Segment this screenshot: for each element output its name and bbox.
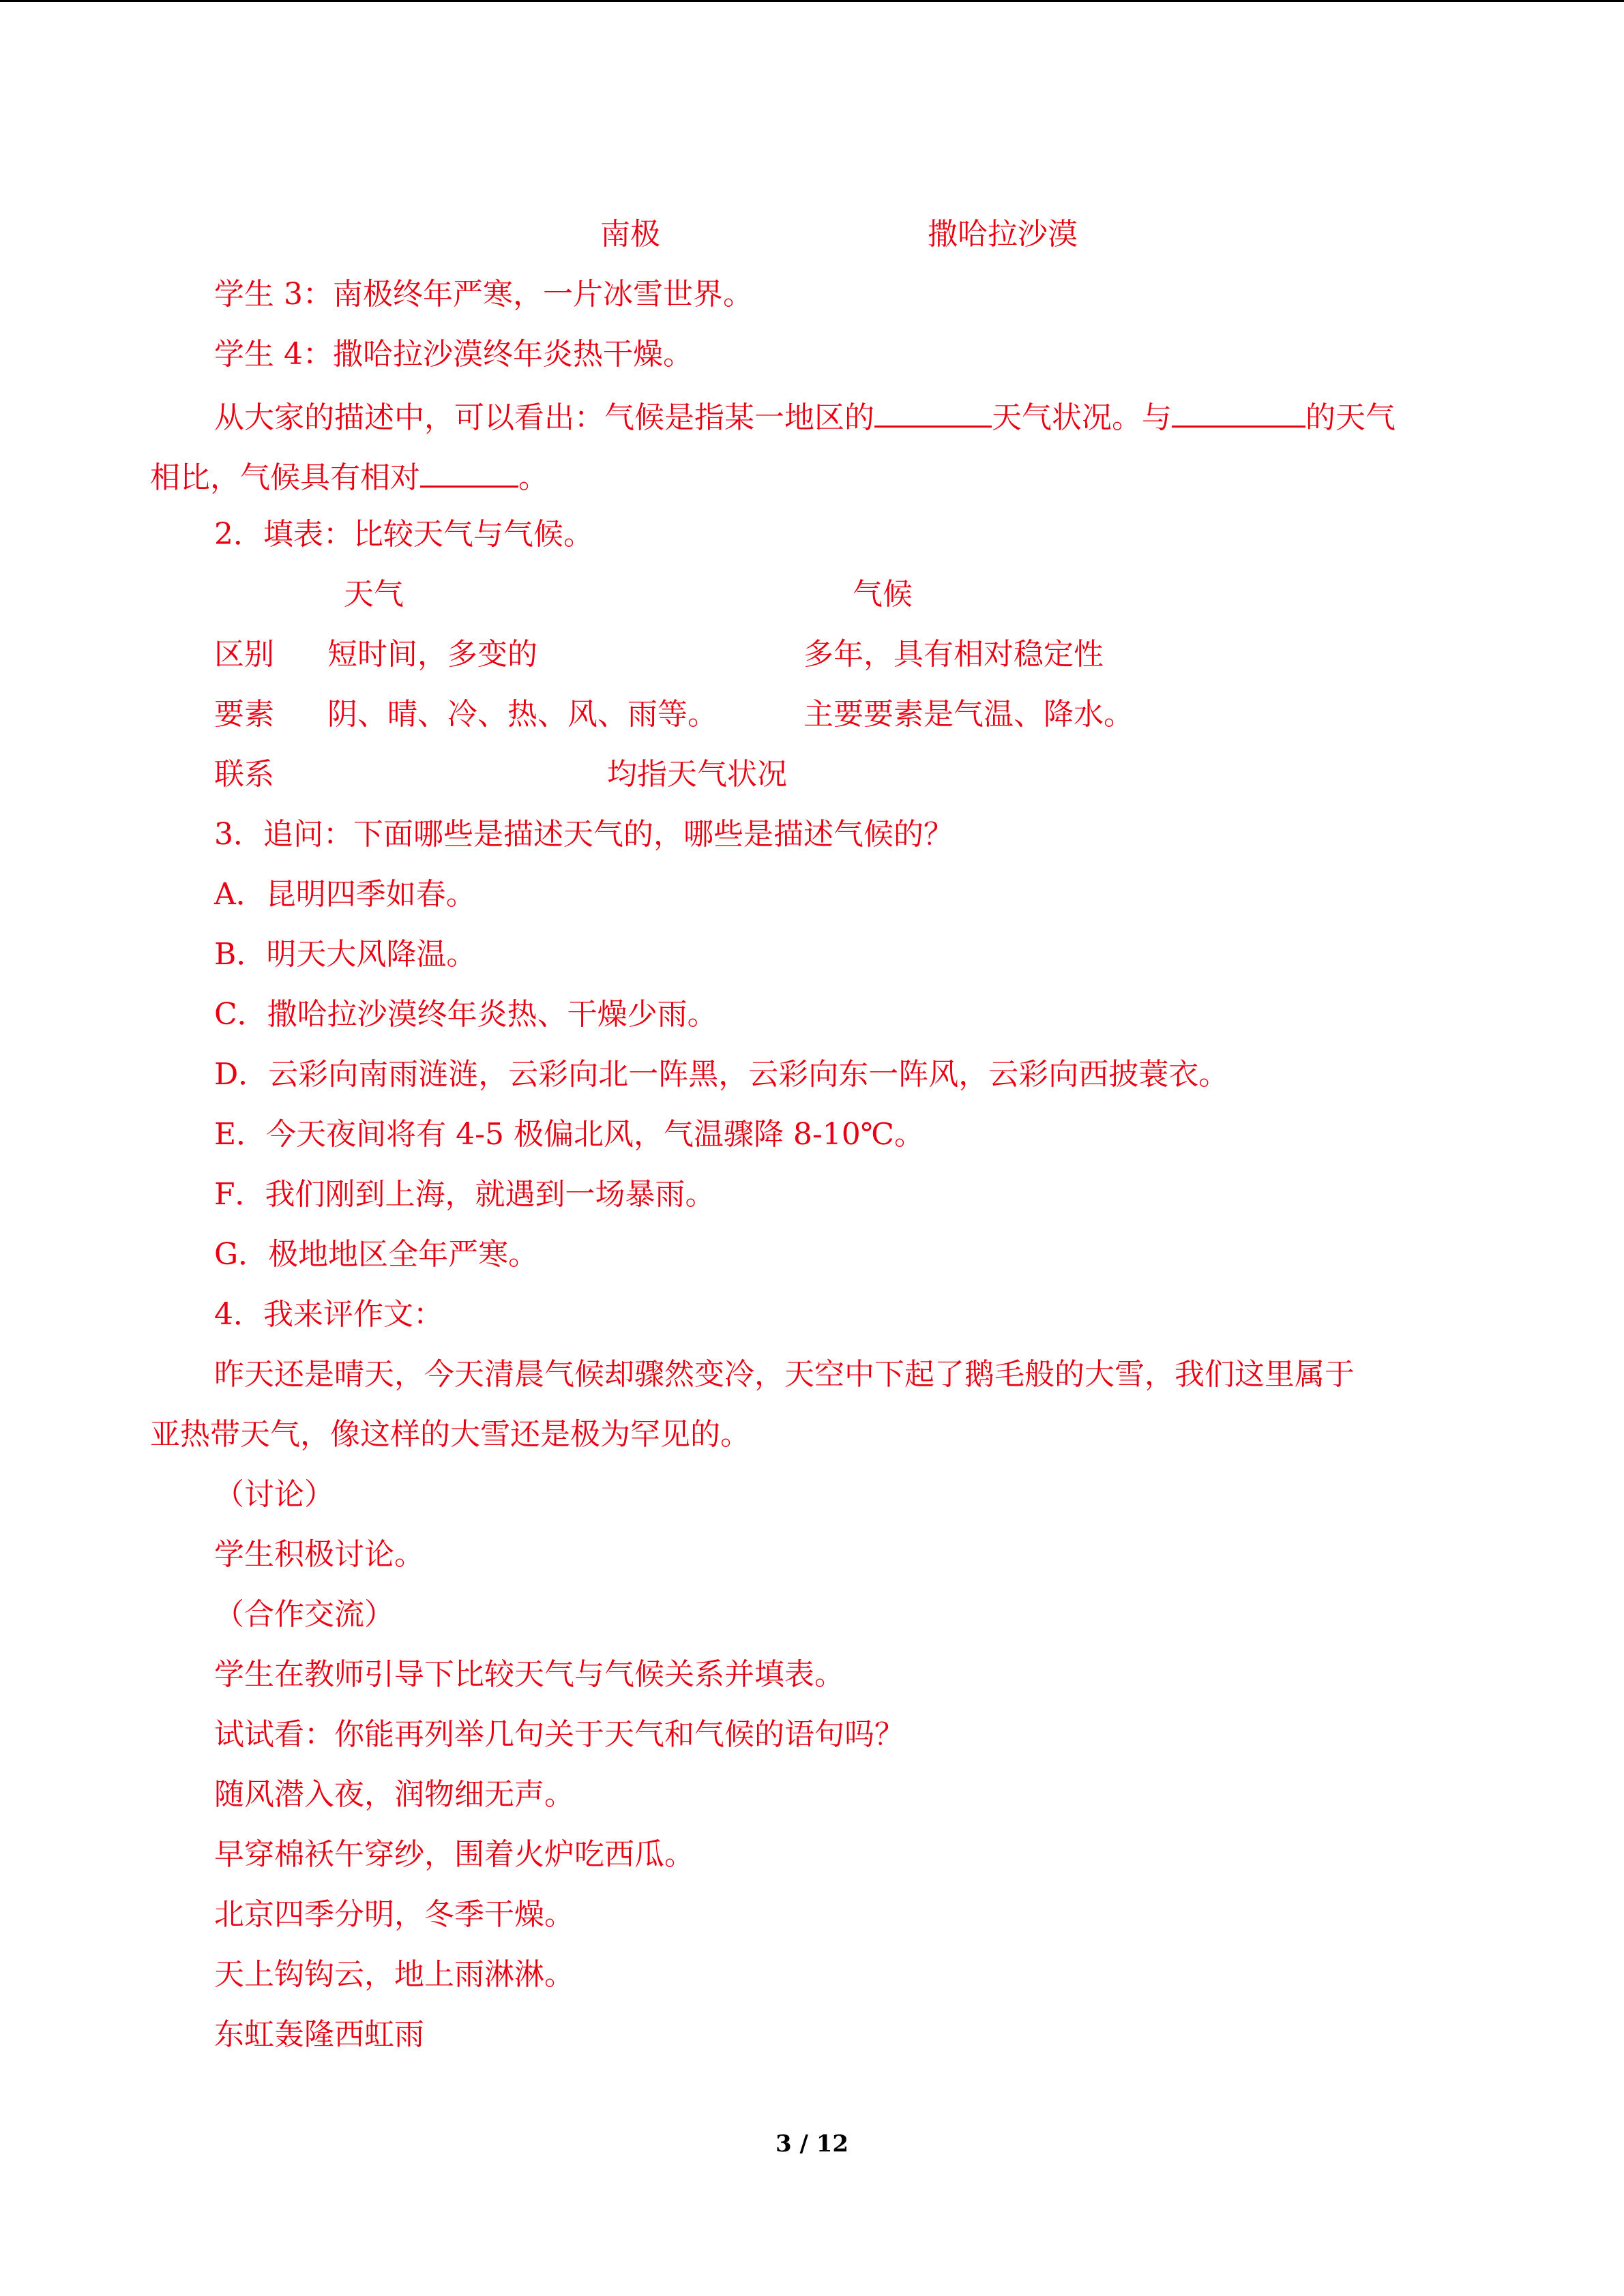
summary-text-2: 天气状况。与 [992,400,1172,435]
question-2: 2．填表：比较天气与气候。 [214,517,593,552]
option-c: C．撒哈拉沙漠终年炎热、干燥少雨。 [214,997,718,1032]
summary-text-4: 相比，气候具有相对 [150,460,420,495]
example-4: 天上钩钩云，地上雨淋淋。 [214,1957,574,1992]
summary-line1 [214,394,1396,438]
table-header-weather: 天气 [344,577,404,612]
example-1: 随风潜入夜，润物细无声。 [214,1777,574,1812]
option-e: E．今天夜间将有 4-5 极偏北风，气温骤降 8-10℃。 [214,1117,925,1152]
table-header-climate: 气候 [853,577,913,612]
table-link-label: 联系 [214,757,274,792]
example-2: 早穿棉袄午穿纱，围着火炉吃西瓜。 [214,1837,694,1872]
label-antarctica: 南极 [600,217,660,252]
blank-1 [874,394,992,428]
summary-line2 [150,454,548,498]
summary-text-1: 从大家的描述中，可以看出：气候是指某一地区的 [214,400,874,435]
discuss-text: 学生积极讨论。 [214,1537,424,1572]
option-d: D．云彩向南雨涟涟，云彩向北一阵黑，云彩向东一阵风，云彩向西披蓑衣。 [214,1057,1229,1092]
student3-line: 学生 3：南极终年严寒，一片冰雪世界。 [214,277,753,312]
question-4: 4．我来评作文： [214,1297,443,1332]
option-f: F．我们刚到上海，就遇到一场暴雨。 [214,1177,715,1212]
student4-line: 学生 4：撒哈拉沙漠终年炎热干燥。 [214,337,693,372]
summary-text-3: 的天气 [1305,400,1396,435]
essay-line-2: 亚热带天气，像这样的大雪还是极为罕见的。 [150,1417,750,1452]
table-row-weather: 阴、晴、冷、热、风、雨等。 [327,697,718,732]
option-a: A．昆明四季如春。 [214,877,476,912]
table-row-weather: 短时间，多变的 [327,637,537,672]
table-row-label: 要素 [214,697,274,732]
example-5: 东虹轰隆西虹雨 [214,2017,424,2052]
try-prompt: 试试看：你能再列举几句关于天气和气候的语句吗？ [214,1717,904,1752]
table-row-climate: 多年，具有相对稳定性 [803,637,1104,672]
essay-line-1: 昨天还是晴天，今天清晨气候却骤然变冷，天空中下起了鹅毛般的大雪，我们这里属于 [214,1357,1355,1392]
summary-text-5: 。 [518,460,548,495]
table-row-climate: 主要要素是气温、降水。 [803,697,1134,732]
table-row-label: 区别 [214,637,274,672]
discuss-label: （讨论） [214,1477,334,1512]
option-b: B．明天大风降温。 [214,937,477,972]
example-3: 北京四季分明，冬季干燥。 [214,1897,574,1932]
blank-2 [1172,394,1305,428]
option-g: G．极地地区全年严寒。 [214,1237,539,1272]
table-link-text: 均指天气状况 [607,757,787,792]
blank-3 [420,454,518,488]
page-number: 3 / 12 [775,2130,849,2158]
coop-text: 学生在教师引导下比较天气与气候关系并填表。 [214,1657,844,1692]
question-3: 3．追问：下面哪些是描述天气的，哪些是描述气候的？ [214,817,954,852]
label-sahara: 撒哈拉沙漠 [928,217,1078,252]
coop-label: （合作交流） [214,1597,394,1632]
